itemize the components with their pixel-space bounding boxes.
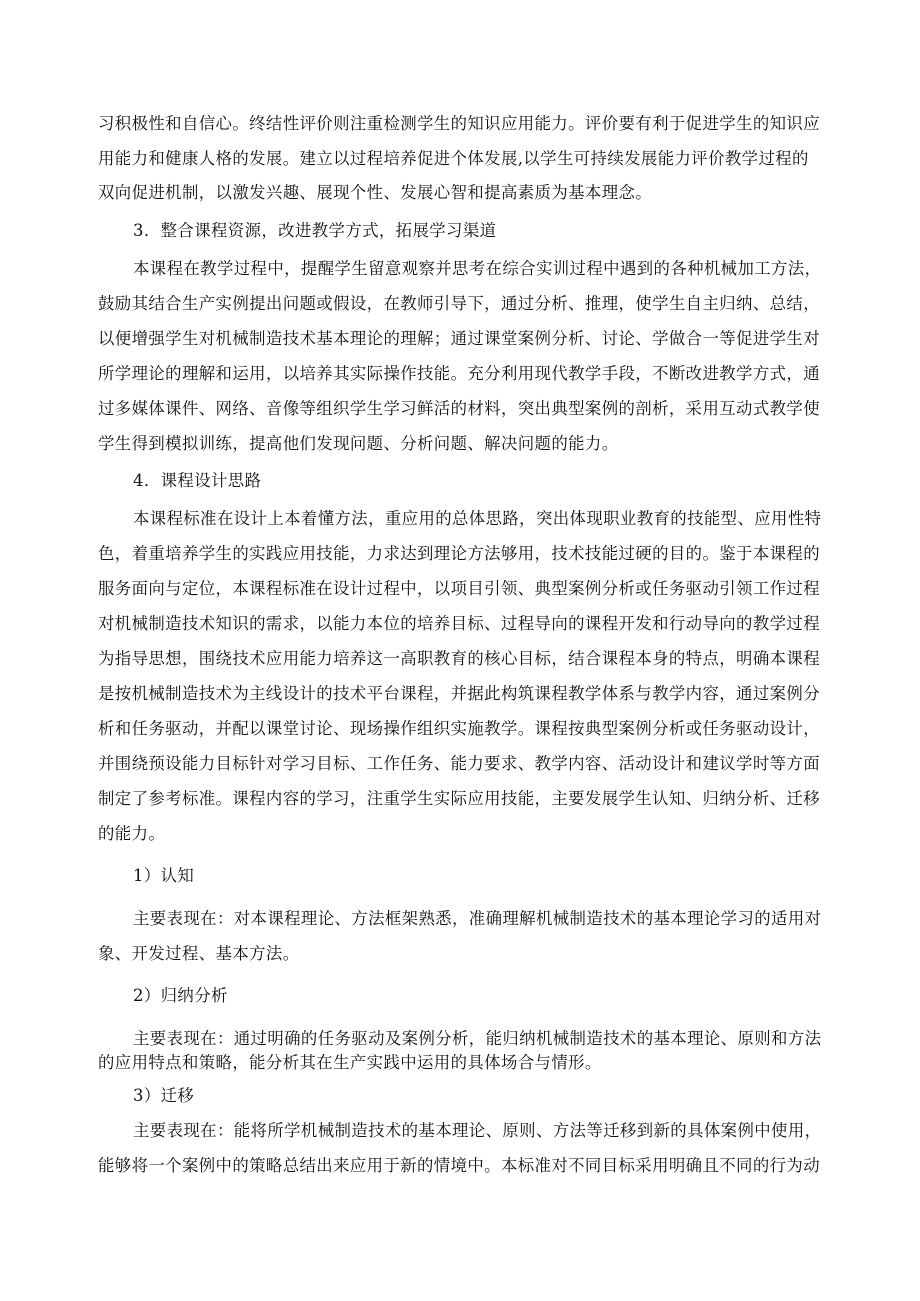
paragraph-line: 的应用特点和策略，能分析其在生产实践中运用的具体场合与情形。 [98,1053,602,1072]
paragraph-line: 主要表现在：能将所学机械制造技术的基本理论、原则、方法等迁移到新的具体案例中使用， [133,1121,822,1140]
paragraph-line: 双向促进机制，以激发兴趣、展现个性、发展心智和提高素质为基本理念。 [98,183,653,202]
paragraph-line: 过多媒体课件、网络、音像等组织学生学习鲜活的材料，突出典型案例的剖析，采用互动式教学使 [98,399,820,418]
section-heading-3: 3．整合课程资源，改进教学方式，拓展学习渠道 [133,221,497,240]
subheading-transfer: 3）迁移 [133,1086,195,1105]
paragraph-line: 用能力和健康人格的发展。建立以过程培养促进个体发展,以学生可持续发展能力评价教学过程的 [98,149,809,168]
paragraph-line: 鼓励其结合生产实例提出问题或假设，在教师引导下，通过分析、推理，使学生自主归纳、总结， [98,294,820,313]
paragraph-line: 对机械制造技术知识的需求，以能力本位的培养目标、过程导向的课程开发和行动导向的教学过程 [98,614,820,633]
section-heading-4: 4．课程设计思路 [133,471,262,490]
paragraph-line: 本课程标准在设计上本着懂方法，重应用的总体思路，突出体现职业教育的技能型、应用性特 [133,509,822,528]
paragraph-line: 以便增强学生对机械制造技术基本理论的理解；通过课堂案例分析、讨论、学做合一等促进学生对 [98,329,820,348]
paragraph-line: 主要表现在：通过明确的任务驱动及案例分析，能归纳机械制造技术的基本理论、原则和方法 [133,1029,822,1048]
paragraph-line: 并围绕预设能力目标针对学习目标、工作任务、能力要求、教学内容、活动设计和建议学时等方面 [98,754,820,773]
paragraph-line: 制定了参考标准。课程内容的学习，注重学生实际应用技能，主要发展学生认知、归纳分析、迁移 [98,789,820,808]
paragraph-line: 学生得到模拟训练，提高他们发现问题、分析问题、解决问题的能力。 [98,434,619,453]
paragraph-line: 为指导思想，围绕技术应用能力培养这一高职教育的核心目标，结合课程本身的特点，明确本课程 [98,649,820,668]
subheading-induction: 2）归纳分析 [133,986,228,1005]
paragraph-line: 象、开发过程、基本方法。 [98,944,300,963]
paragraph-line: 主要表现在：对本课程理论、方法框架熟悉，准确理解机械制造技术的基本理论学习的适用对 [133,909,822,928]
paragraph-line: 本课程在教学过程中，提醒学生留意观察并思考在综合实训过程中遇到的各种机械加工方法， [133,259,822,278]
paragraph-line: 的能力。 [98,824,166,843]
paragraph-line: 所学理论的理解和运用，以培养其实际操作技能。充分利用现代教学手段，不断改进教学方式，通 [98,364,820,383]
paragraph-line: 是按机械制造技术为主线设计的技术平台课程，并据此构筑课程教学体系与教学内容，通过案例分 [98,684,820,703]
subheading-cognition: 1）认知 [133,866,195,885]
paragraph-line: 色，着重培养学生的实践应用技能，力求达到理论方法够用，技术技能过硬的目的。鉴于本课程的 [98,544,820,563]
paragraph-line: 服务面向与定位，本课程标准在设计过程中，以项目引领、典型案例分析或任务驱动引领工作过程 [98,579,820,598]
paragraph-line: 能够将一个案例中的策略总结出来应用于新的情境中。本标准对不同目标采用明确且不同的行为动 [98,1156,820,1175]
paragraph-line: 析和任务驱动，并配以课堂讨论、现场操作组织实施教学。课程按典型案例分析或任务驱动设计， [98,719,820,738]
paragraph-line: 习积极性和自信心。终结性评价则注重检测学生的知识应用能力。评价要有利于促进学生的知识应 [98,114,820,133]
